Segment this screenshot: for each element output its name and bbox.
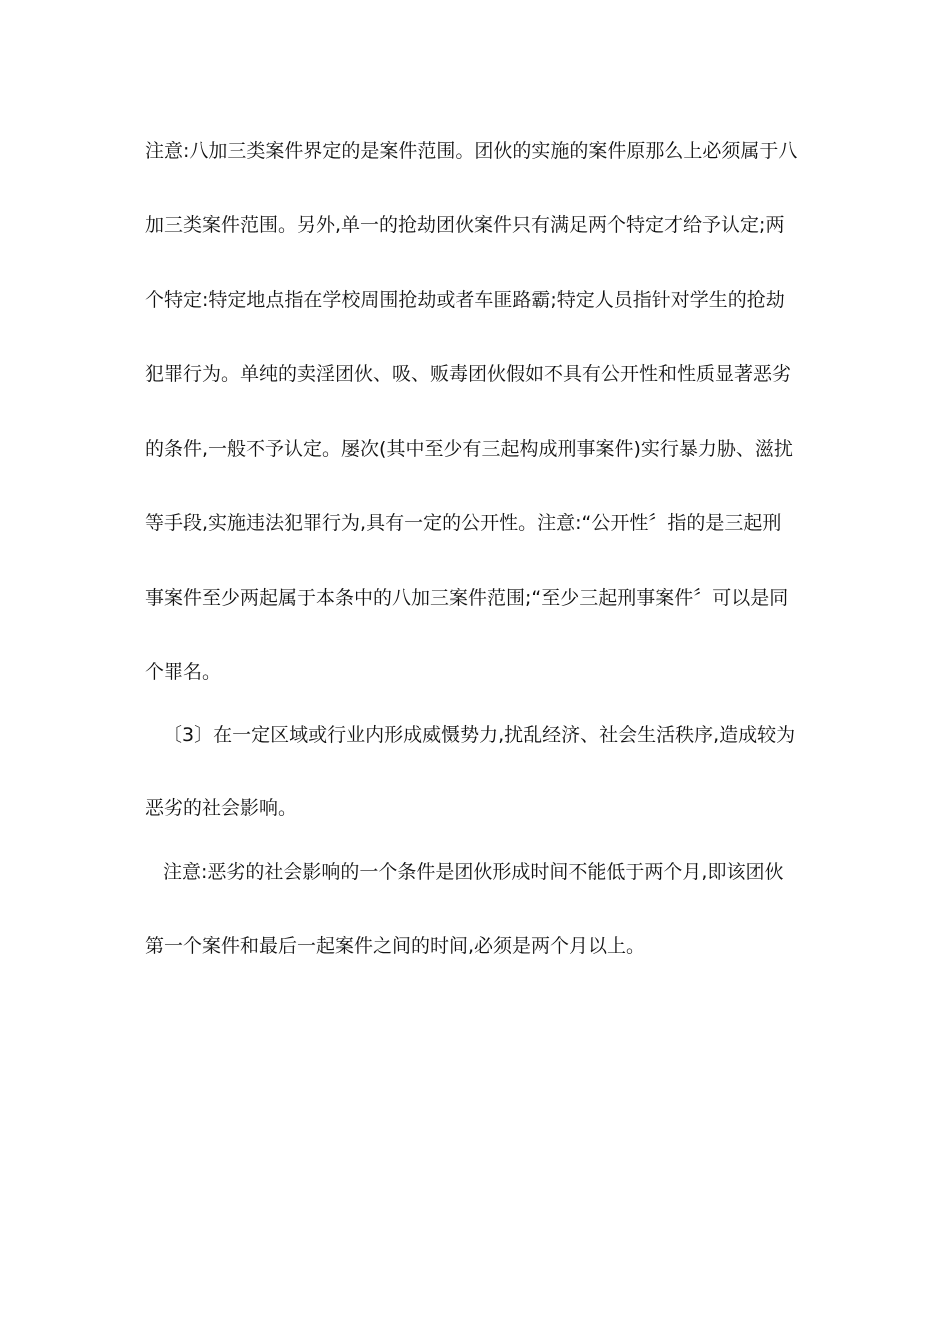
text-line-9: 〔3〕在一定区域或行业内形成威慑势力,扰乱经济、社会生活秩序,造成较为: [163, 724, 796, 746]
text-line-10: 恶劣的社会影响。: [145, 797, 298, 819]
text-line-2: 加三类案件范围。另外,单一的抢劫团伙案件只有满足两个特定才给予认定;两: [145, 214, 785, 236]
text-line-5: 的条件,一般不予认定。屡次(其中至少有三起构成刑事案件)实行暴力胁、滋扰: [145, 438, 793, 460]
text-line-6: 等手段,实施违法犯罪行为,具有一定的公开性。注意:“公开性〞指的是三起刑: [145, 512, 782, 534]
text-line-11: 注意:恶劣的社会影响的一个条件是团伙形成时间不能低于两个月,即该团伙: [163, 861, 784, 883]
text-line-8: 个罪名。: [145, 661, 222, 683]
text-line-4: 犯罪行为。单纯的卖淫团伙、吸、贩毒团伙假如不具有公开性和性质显著恶劣: [145, 363, 792, 385]
text-line-7: 事案件至少两起属于本条中的八加三案件范围;“至少三起刑事案件〞可以是同: [145, 587, 789, 609]
text-line-3: 个特定:特定地点指在学校周围抢劫或者车匪路霸;特定人员指针对学生的抢劫: [145, 289, 785, 311]
text-line-1: 注意:八加三类案件界定的是案件范围。团伙的实施的案件原那么上必须属于八: [145, 140, 798, 162]
text-line-12: 第一个案件和最后一起案件之间的时间,必须是两个月以上。: [145, 935, 646, 957]
